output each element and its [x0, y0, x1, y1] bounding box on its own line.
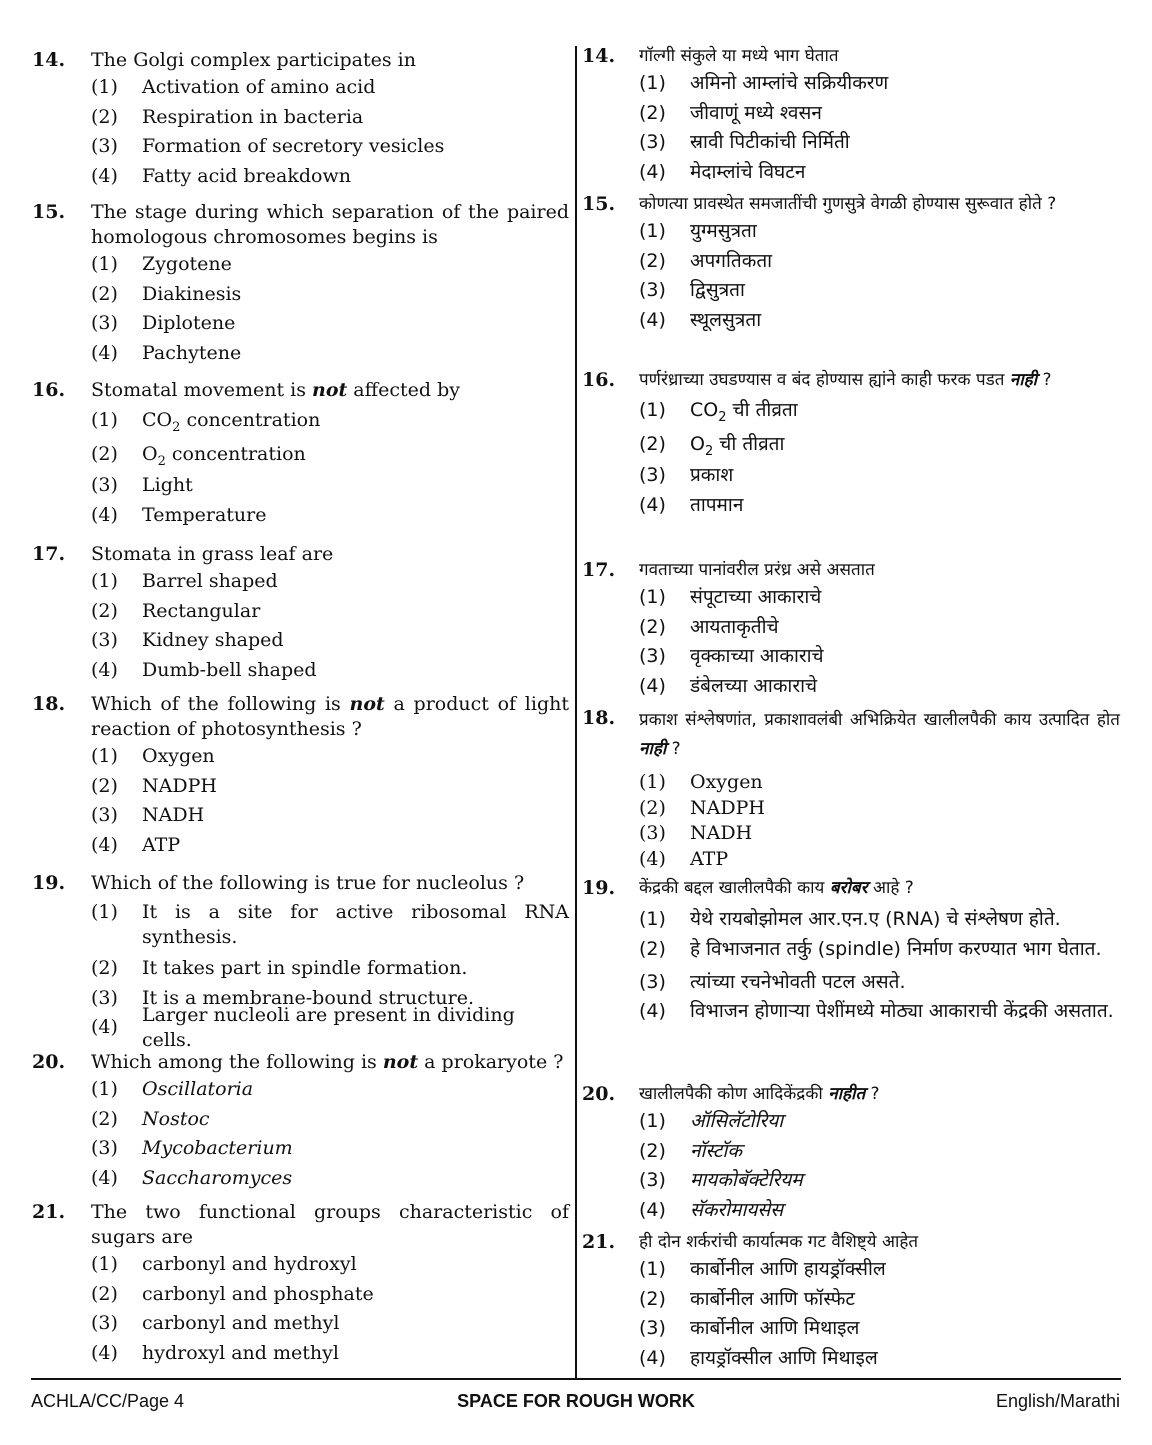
emphasis-nahi: नाही	[1009, 370, 1038, 390]
question-text: Which among the following is not a prokaryote ?	[91, 1051, 564, 1073]
question-text: गवताच्या पानांवरील प्ररंध्र असे असतात	[639, 560, 875, 580]
question-17-en	[32, 542, 569, 685]
emphasis-not: not	[382, 1051, 419, 1073]
emphasis-nahit: नाहीत	[828, 1084, 866, 1104]
option-1: (1) Oxygen	[91, 745, 215, 768]
option-4: (4) hydroxyl and methyl	[91, 1342, 339, 1365]
option-1: (1) carbonyl and hydroxyl	[91, 1253, 357, 1276]
question-number: 21.	[32, 1201, 66, 1223]
option-2: (2) अपगतिकता	[639, 249, 773, 272]
column-divider	[575, 46, 577, 1378]
option-4: (4) विभाजन होणाऱ्या पेशींमध्ये मोठ्या आकाराची केंद्रकी असतात.	[639, 1000, 1114, 1023]
option-4: (4) Temperature	[91, 503, 267, 526]
question-number: 20.	[582, 1083, 616, 1105]
option-3: (3) Kidney shaped	[91, 629, 284, 652]
option-1: (1) Zygotene	[91, 253, 232, 276]
option-1: (1) $CO_2$ concentration	[91, 408, 321, 435]
question-number: 19.	[32, 872, 66, 894]
option-4: (4) ATP	[91, 834, 181, 857]
question-number: 16.	[32, 379, 66, 401]
option-3: (3) स्रावी पिटीकांची निर्मिती	[639, 131, 850, 154]
question-17-mr	[582, 558, 1120, 701]
question-number: 16.	[582, 369, 616, 391]
option-1: (1) Oscillatoria	[91, 1078, 254, 1101]
question-number: 15.	[582, 193, 616, 215]
question-15-mr	[582, 192, 1120, 335]
question-14-en	[32, 48, 569, 191]
option-2: (2) carbonyl and phosphate	[91, 1282, 374, 1305]
language-label: English/Marathi	[995, 1391, 1120, 1411]
option-3: (3) मायकोबॅक्टेरियम	[639, 1169, 803, 1192]
option-2: (2) NADPH	[639, 796, 765, 819]
option-2: (2) $O_2$ concentration	[91, 442, 306, 469]
option-2: (2) आयताकृतीचे	[639, 615, 779, 638]
option-4: (4) Fatty acid breakdown	[91, 165, 351, 188]
question-text: Which of the following is true for nucleolus ?	[91, 872, 525, 894]
option-3: (3) वृक्काच्या आकाराचे	[639, 645, 824, 668]
option-2: (2) हे विभाजनात तर्कु (spindle) निर्माण करण्यात भाग घेतात.	[639, 937, 1102, 960]
option-2: (2) Diakinesis	[91, 282, 242, 305]
option-3: (3) प्रकाश	[639, 464, 734, 487]
option-4: (4) तापमान	[639, 493, 744, 516]
question-text: Stomatal movement is not affected by	[91, 379, 460, 401]
question-21-mr	[582, 1230, 1120, 1373]
option-1: (1) युग्मसुत्रता	[639, 220, 757, 243]
option-4: (4) स्थूलसुत्रता	[639, 309, 762, 332]
question-text: Stomata in grass leaf are	[91, 543, 334, 565]
option-1: (1) कार्बोनील आणि हायड्रॉक्सील	[639, 1258, 886, 1281]
question-20-en	[32, 1050, 569, 1193]
option-3: (3) त्यांच्या रचनेभोवती पटल असते.	[639, 970, 906, 993]
question-text: कोणत्या प्रावस्थेत समजातींची गुणसुत्रे वेगळी होण्यास सुरूवात होते ?	[639, 194, 1057, 214]
option-2: (2) It takes part in spindle formation.	[91, 957, 468, 980]
option-4: (4) Pachytene	[91, 342, 242, 365]
option-1: (1) अमिनो आम्लांचे सक्रियीकरण	[639, 72, 889, 95]
option-1: (1) It is a site for active ribosomal RNA synthesis.	[91, 901, 569, 948]
option-2: (2) Nostoc	[91, 1107, 210, 1130]
question-18-mr	[582, 706, 1120, 872]
question-text: The two functional groups characteristic of sugars are	[91, 1201, 569, 1248]
question-16-en	[32, 378, 569, 530]
option-1: (1) $CO_2$ ची तीव्रता	[639, 398, 798, 425]
question-21-en	[32, 1200, 569, 1368]
option-2: (2) $O_2$ ची तीव्रता	[639, 432, 785, 459]
option-2: (2) जीवाणूं मध्ये श्वसन	[639, 101, 822, 124]
question-text: The stage during which separation of the paired homologous chromosomes begins is	[91, 201, 569, 248]
option-4: (4) सॅकरोमायसेस	[639, 1199, 784, 1222]
option-3: (3) It is a membrane-bound structure.	[91, 986, 475, 1009]
question-18-en	[32, 692, 569, 860]
footer-rule	[31, 1378, 1121, 1380]
option-2: (2) Respiration in bacteria	[91, 105, 364, 128]
option-3: (3) carbonyl and methyl	[91, 1312, 340, 1335]
page-code: ACHLA/CC/Page 4	[31, 1391, 185, 1411]
option-3: (3) Light	[91, 474, 193, 497]
question-text: प्रकाश संश्लेषणांत, प्रकाशावलंबी अभिक्रियेत खालीलपैकी काय उत्पादित होत नाही ?	[639, 710, 1120, 759]
emphasis-not: not	[312, 379, 348, 401]
option-4: (4) Dumb-bell shaped	[91, 659, 317, 682]
emphasis-barobar: बरोबर	[829, 878, 868, 898]
question-text: Which of the following is not a product of light reaction of photosynthesis ?	[91, 693, 569, 740]
option-1: (1) Barrel shaped	[91, 570, 278, 593]
emphasis-not: not	[349, 693, 385, 715]
option-4: (4) हायड्रॉक्सील आणि मिथाइल	[639, 1347, 878, 1370]
question-16-mr	[582, 368, 1120, 520]
question-19-en	[32, 871, 569, 1051]
question-19-mr	[582, 876, 1120, 1030]
option-4: (4) Larger nucleoli are present in dividing cells.	[91, 1003, 515, 1051]
option-1: (1) Activation of amino acid	[91, 76, 376, 99]
question-text: केंद्रकी बद्दल खालीलपैकी काय बरोबर आहे ?	[639, 878, 914, 898]
option-1: (1) संपूटाच्या आकाराचे	[639, 586, 822, 609]
emphasis-nahi: नाही	[639, 739, 667, 759]
option-3: (3) Formation of secretory vesicles	[91, 135, 445, 158]
question-text: खालीलपैकी कोण आदिकेंद्रकी नाहीत ?	[639, 1084, 880, 1104]
option-4: (4) ATP	[639, 847, 729, 870]
option-4: (4) मेदाम्लांचे विघटन	[639, 161, 806, 184]
option-3: (3) NADH	[639, 822, 753, 845]
option-1: (1) ऑसिलॅटोरिया	[639, 1110, 784, 1133]
question-15-en	[32, 200, 569, 368]
option-4: (4) Saccharomyces	[91, 1167, 293, 1190]
question-14-mr	[582, 44, 1120, 187]
question-number: 19.	[582, 877, 616, 899]
question-text: The Golgi complex participates in	[91, 49, 416, 71]
question-text: ही दोन शर्करांची कार्यात्मक गट वैशिष्ट्ये आहेत	[639, 1232, 919, 1252]
question-number: 14.	[32, 49, 66, 71]
question-number: 15.	[32, 201, 66, 223]
option-1: (1) येथे रायबोझोमल आर.एन.ए (RNA) चे संश्लेषण होते.	[639, 908, 1061, 931]
option-3: (3) Mycobacterium	[91, 1137, 293, 1160]
question-number: 18.	[582, 707, 616, 729]
option-3: (3) Diplotene	[91, 312, 236, 335]
option-2: (2) NADPH	[91, 774, 217, 797]
option-2: (2) नॉस्टॉक	[639, 1139, 742, 1162]
option-2: (2) Rectangular	[91, 599, 261, 622]
question-number: 18.	[32, 693, 66, 715]
option-2: (2) कार्बोनील आणि फॉस्फेट	[639, 1287, 855, 1310]
question-20-mr	[582, 1082, 1120, 1225]
option-3: (3) कार्बोनील आणि मिथाइल	[639, 1317, 860, 1340]
option-3: (3) NADH	[91, 804, 205, 827]
question-number: 21.	[582, 1231, 616, 1253]
question-number: 14.	[582, 45, 616, 67]
question-number: 17.	[582, 559, 616, 581]
option-1: (1) Oxygen	[639, 771, 763, 794]
question-number: 17.	[32, 543, 66, 565]
question-text: पर्णरंध्राच्या उघडण्यास व बंद होण्यास ह्यांने काही फरक पडत नाही ?	[639, 370, 1052, 390]
option-4: (4) डंबेलच्या आकाराचे	[639, 675, 818, 698]
rough-work-label: SPACE FOR ROUGH WORK	[457, 1391, 695, 1411]
question-text: गॉल्गी संकुले या मध्ये भाग घेतात	[639, 46, 839, 66]
option-3: (3) द्विसुत्रता	[639, 279, 745, 302]
question-number: 20.	[32, 1051, 66, 1073]
